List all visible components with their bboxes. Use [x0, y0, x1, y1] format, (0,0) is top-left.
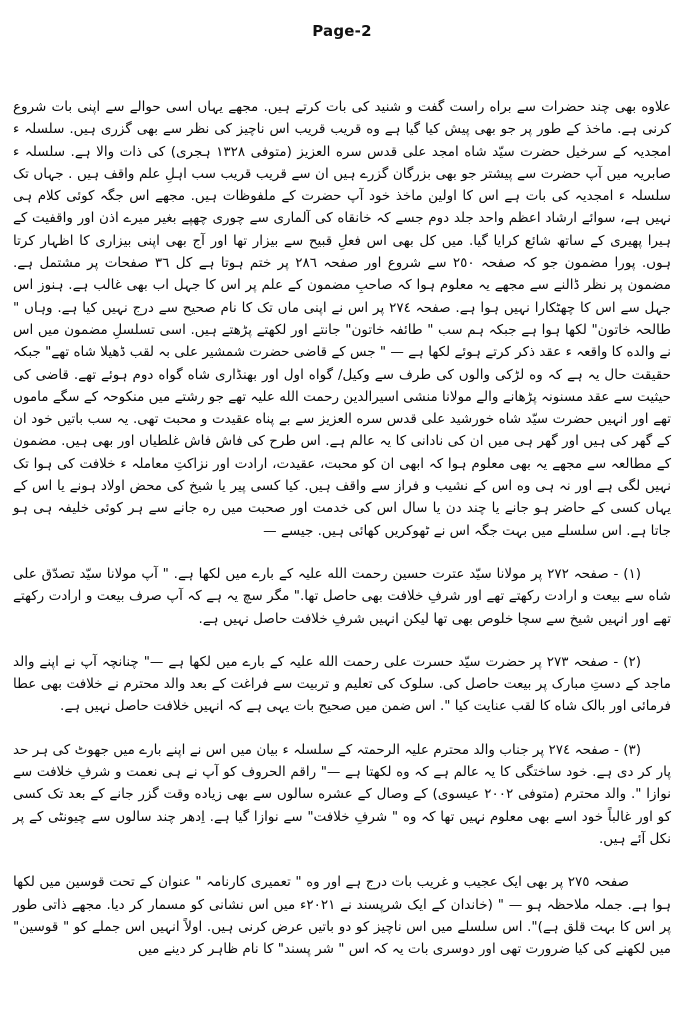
- paragraph-closing: صفحہ ٢٧٥ پر بھی ایک عجیب و غریب بات درج ہے اور وه " تعمیری کارنامہ " عنوان کے تحت قوسین میں لکھا ہوا ہے. جملہ ملاحظہ ہو — " (خاندان کے ایک شرپسند نے ٢٠٢١ء میں اس نشانی کو مسمار کر دیا. مجھے ذاتی طور پر اس کا بہت قلق ہے)". اس سلسلے میں اس ناچیز کو دو باتیں عرض کرنی ہیں. اولاً انہیں اس جملے کو " قوسین" میں لکھنے کی کیا ضرورت تھی اور دوسری بات یہ کہ اس " شر پسند" کا نام ظاہر کر دینے میں: [13, 874, 672, 958]
- paragraph-point-2: (٢) - صفحہ ٢٧٣ پر حضرت سیّد حسرت علی رحمت الله علیہ کے بارے میں لکھا ہے —" چنانچہ آپ نے اپنے والد ماجد کے دستِ مبارک پر بیعت حاصل کی. سلوک کی تعلیم و تربیت سے فراغت کے بعد والد محترم نے خلافت بھی عطا فرمائی اور بالک شاه کا لقب عنایت کیا ". اس ضمن میں صحیح بات یہی ہے کہ انہیں خلافت حاصل نہیں ہے.: [13, 653, 671, 715]
- paragraph-intro: علاوه بھی چند حضرات سے براه راست گفت و شنید کی بات کرتے ہیں. مجھے یہاں اسی حوالے سے اپنی بات شروع کرنی ہے. ماخذ کے طور پر جو بھی پیش کیا گیا ہے وه قریب قریب اس ناچیز کی نظر سے بھی گزری ہیں. سلسلہ ء امجدیہ کے سرخیل حضرت سیّد شاه امجد علی قدس سره العزیز (متوفی ١٣٢٨ ہجری) کی ذات والا ہے. سلسلہ ء صابریہ میں آپ حضرت سے پیشتر جو بھی بزرگان گزرے ہیں ان سے قریب قریب سب اہلِ علم واقف ہیں . جہاں تک سلسلہ ء امجدیہ کی بات ہے اس کا اولین ماخذ خود آپ حضرت کے ملفوظات ہیں. مجھے اس جگہ کوئی کلام ہی نہیں ہے، سوائے ارشاد اعظم واحد جلد دوم جسے کہ خانقاه کی آلماری سے چوری چھپے بغیر میرے اذن اور واقفیت کے ہیرا پھیری کے ساتھ شائع کرایا گیا. میں کل بھی اس فعلِ قبیح سے بیزار تھا اور آج بھی اپنی بیزاری کا اظہار کرتا ہوں. پورا مضمون جو کہ صفحہ ٢٥٠ سے شروع اور صفحہ ٢٨٦ پر ختم ہوتا ہے کل ٣٦ صفحات پر مشتمل ہے. مضمون پر نظر ڈالنے سے مجھے یہ معلوم ہوا کہ صاحبِ مضمون کے علم پر اس کا جہل اب بھی غالب ہے. ہنوز اس جہل سے اس کا چھٹکارا نہیں ہوا ہے. صفحہ ٢٧٤ پر اس نے اپنی ماں تک کا نام صحیح سے درج نہیں کیا ہے. وہاں " طالحہ خاتون" لکھا ہوا ہے جبکہ ہم سب " طائفہ خاتون" جانتے اور لکھتے پڑھتے ہیں. اسی تسلسلِ مضمون میں اس نے والده کا واقعہ ء عقد ذکر کرتے ہوئے لکھا ہے — " جس کے قاضی حضرت شمشیر علی بہ لقب ڈھیلا شاه تھے" جبکہ حقیقت حال یہ ہے کہ وه لڑکی والوں کی طرف سے وکیل/ گواه اول اور بھنڈاری شاه گواه دوم ہوئے تھے. قاضی کی حیثیت سے عقد مسنونہ پڑھانے والے مولانا منشی اسیرالدین رحمت الله علیہ تھے جو رشتے میں منکوحہ کے سگے ماموں تھے اور انہیں حضرت سیّد شاه خورشید علی قدس سره العزیز سے بے پناه عقیدت و محبت تھی. یہ سب باتیں خود ان کے گھر کی ہیں اور گھر ہی میں ان کی نادانی کا یہ عالم ہے. اس طرح کی فاش فاش غلطیاں اور بھی ہیں. مضمون کے مطالعہ سے مجھے یہ بھی معلوم ہوا کہ ابھی ان کو محبت، عقیدت، ارادت اور نزاکتِ معاملہ ء خلافت کی ہوا تک نہیں لگی ہے اور نہ ہی وه اس کے نشیب و فراز سے واقف ہیں. کیا کسی پیر یا شیخ کی محض اولاد ہونے یا اس کے یہاں کسی کے حاضر ہو جانے یا چند دن یا سال اس کی خدمت اور صحبت میں ره جانے سے ہر کوئی خلیفہ ہی ہو جاتا ہے. اس سلسلے میں بہت جگہ اس نے ٹھوکریں کھائی ہیں. جیسے —: [13, 99, 671, 539]
- paragraph-point-1: (١) - صفحہ ٢٧٢ پر مولانا سیّد عترت حسین رحمت الله علیہ کے بارے میں لکھا ہے. " آپ مولانا سیّد تصدّق علی شاه سے بیعت و ارادت رکھتے تھے اور شرفِ خلافت بھی حاصل تھا." مگر سچ یہ ہے کہ آپ صرف بیعت و ارادت رکھتے تھے اور انہیں شیخ سے سچا خلوص بھی تھا لیکن انہیں شرفِ خلافت حاصل نہیں ہے.: [13, 565, 671, 627]
- document-body: [13, 96, 671, 960]
- paragraph-point-3: (٣) - صفحہ ٢٧٤ پر جناب والد محترم علیہ الرحمتہ کے سلسلہ ء بیان میں اس نے اپنے بارے میں جھوٹ کی ہر حد پار کر دی ہے. خود ساختگی کا یہ عالم ہے کہ وه لکھتا ہے —" راقم الحروف کو آپ نے ہی نعمت و شرفِ خلافت سے نوازا ". والد محترم (متوفی ٢٠٠٢ عیسوی) کے وصال کے عشره سالوں سے بھی زیاده وقت گزر جانے کے بعد تک کسی کو اور غالباً خود اسے بھی معلوم نہیں تھا کہ وه " شرفِ خلافت" سے نوازا گیا ہے. اِدھر چند سالوں سے چیونٹی کے پر نکل آئے ہیں.: [13, 741, 671, 847]
- page-number-header: Page-2: [312, 22, 372, 40]
